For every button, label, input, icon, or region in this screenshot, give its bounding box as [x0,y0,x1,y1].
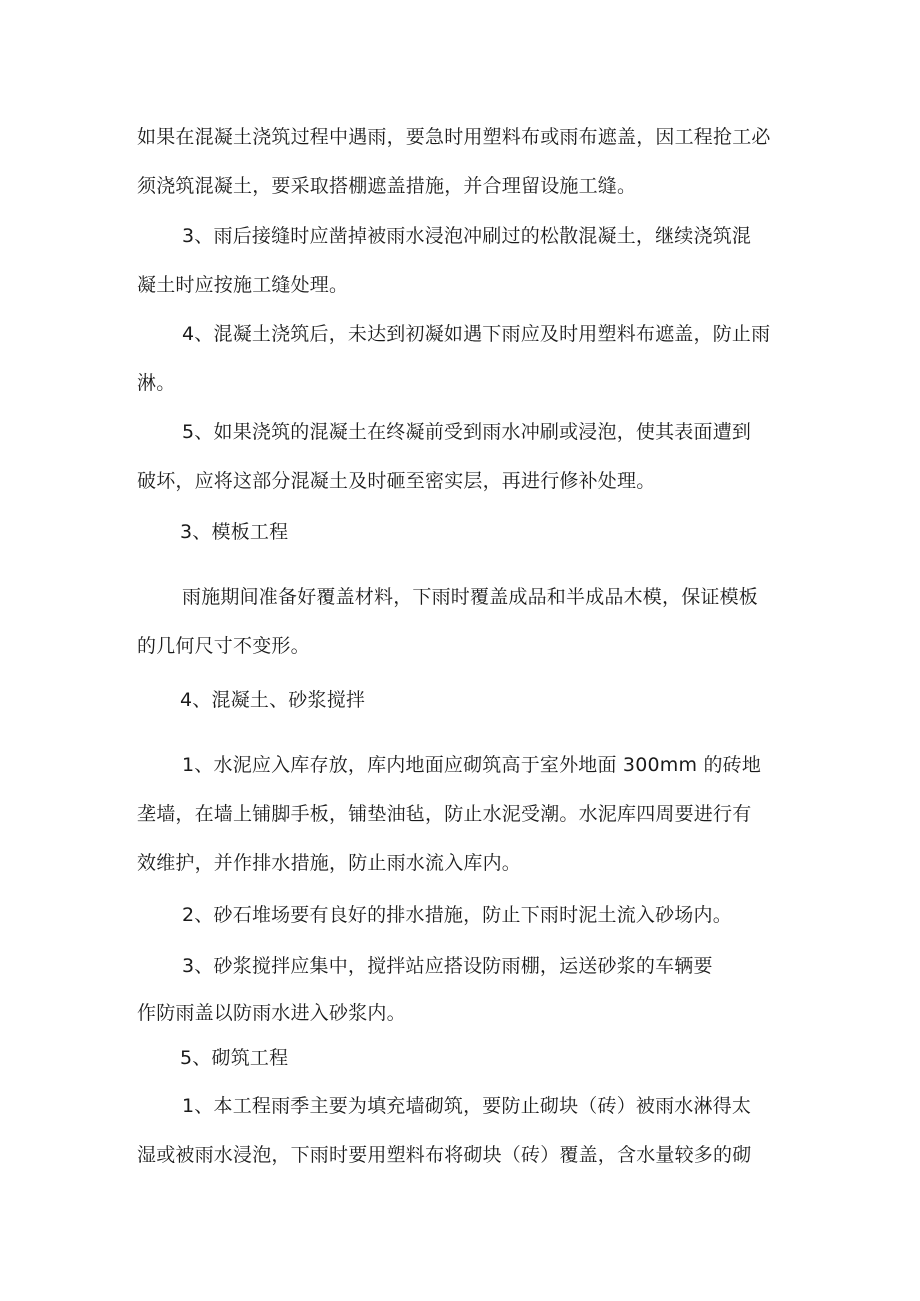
text-line: 的几何尺寸不变形。 [137,635,310,657]
text-line: 淋。 [137,372,176,394]
paragraph-item-3b: 3、砂浆搅拌应集中，搅拌站应搭设防雨棚，运送砂浆的车辆要 [182,955,713,977]
paragraph-item-4: 4、混凝土浇筑后，未达到初凝如遇下雨应及时用塑料布遮盖，防止雨 [182,323,771,345]
section-heading-masonry: 5、砌筑工程 [180,1047,289,1069]
paragraph-item-1: 1、水泥应入库存放，库内地面应砌筑高于室外地面 300mm 的砖地 [182,754,762,776]
paragraph-item-5: 5、如果浇筑的混凝土在终凝前受到雨水冲刷或浸泡，使其表面遭到 [182,421,752,443]
text-line: 须浇筑混凝土，要采取搭棚遮盖措施，并合理留设施工缝。 [137,175,637,197]
section-heading-mixing: 4、混凝土、砂浆搅拌 [180,689,366,711]
text-line: 作防雨盖以防雨水进入砂浆内。 [137,1002,406,1024]
text-line: 破坏，应将这部分混凝土及时砸至密实层，再进行修补处理。 [137,470,656,492]
paragraph-item-3: 3、雨后接缝时应凿掉被雨水浸泡冲刷过的松散混凝土，继续浇筑混 [182,225,752,247]
text-line: 效维护，并作排水措施，防止雨水流入库内。 [137,852,522,874]
paragraph-formwork: 雨施期间准备好覆盖材料，下雨时覆盖成品和半成品木模，保证模板 [182,586,759,608]
text-line: 凝土时应按施工缝处理。 [137,274,349,296]
section-heading-formwork: 3、模板工程 [180,521,289,543]
text-line: 如果在混凝土浇筑过程中遇雨，要急时用塑料布或雨布遮盖，因工程抢工必 [137,126,771,148]
text-line: 湿或被雨水浸泡，下雨时要用塑料布将砌块（砖）覆盖，含水量较多的砌 [137,1144,752,1166]
text-line: 垄墙，在墙上铺脚手板，铺垫油毡，防止水泥受潮。水泥库四周要进行有 [137,803,752,825]
paragraph-item-1b: 1、本工程雨季主要为填充墙砌筑，要防止砌块（砖）被雨水淋得太 [182,1095,752,1117]
paragraph-item-2: 2、砂石堆场要有良好的排水措施，防止下雨时泥土流入砂场内。 [182,904,732,926]
